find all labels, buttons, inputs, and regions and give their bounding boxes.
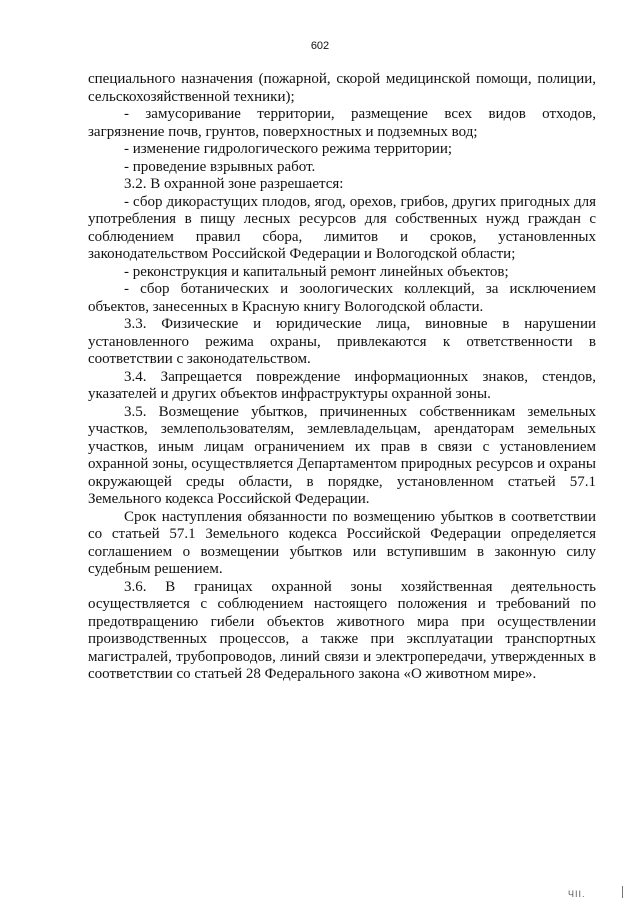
paragraph-reconstruction-allowed: - реконструкция и капитальный ремонт линейных объектов; bbox=[124, 263, 509, 280]
paragraph-3-4-signs-damage: 3.4. Запрещается повреждение информационных знаков, стендов, указателей и других объектов инфраструктуры охранной зоны. bbox=[88, 368, 596, 402]
paragraph-3-5-compensation: 3.5. Возмещение убытков, причиненных собственникам земельных участков, землепользователям, землевладельцам, арендаторам земельных участков, иным лицам ограничением их прав в связи с установлением охранной зоны, осуществляется Департаментом природных ресурсов и охраны окружающей среды области, в порядке, установленном статьей 57.1 Земельного кодекса Российской Федерации. bbox=[88, 403, 596, 507]
page-number: 602 bbox=[310, 40, 330, 52]
footer-scan-mark: ЧII. bbox=[568, 889, 586, 899]
paragraph-gathering-allowed: - сбор дикорастущих плодов, ягод, орехов, грибов, других пригодных для употребления в пищу лесных ресурсов для собственных нужд граждан с соблюдением правил сбора, лимитов и сроков, установленных законодательством Российской Федерации и Вологодской области; bbox=[88, 193, 596, 262]
paragraph-3-6-economic-activity: 3.6. В границах охранной зоны хозяйственная деятельность осуществляется с соблюдением настоящего положения и требований по предотвращению гибели объектов животного мира при осуществлении производственных процессов, а также при эксплуатации транспортных магистралей, трубопроводов, линий связи и электропередачи, утвержденных в соответствии со статьей 28 Федерального закона «О животном мире». bbox=[88, 578, 596, 682]
paragraph-hydrology-ban: - изменение гидрологического режима территории; bbox=[124, 141, 453, 157]
paragraph-3-2-heading: 3.2. В охранной зоне разрешается: bbox=[124, 176, 344, 192]
paragraph-littering-ban: - замусоривание территории, размещение всех видов отходов, загрязнение почв, грунтов, поверхностных и подземных вод; bbox=[88, 106, 596, 140]
paragraph-blasting-ban: - проведение взрывных работ. bbox=[124, 158, 316, 175]
footer-tick-mark bbox=[622, 886, 623, 898]
document-body bbox=[88, 71, 596, 684]
paragraph-collections-allowed: - сбор ботанических и зоологических коллекций, за исключением объектов, занесенных в Красную книгу Вологодской области. bbox=[88, 281, 596, 315]
paragraph-compensation-deadline: Срок наступления обязанности по возмещению убытков в соответствии со статьей 57.1 Земельного кодекса Российской Федерации определяется соглашением о возмещении убытков или вступившим в законную силу судебным решением. bbox=[88, 508, 596, 577]
paragraph-special-purpose-vehicles: специального назначения (пожарной, скорой медицинской помощи, полиции, сельскохозяйственной техники); bbox=[88, 71, 596, 105]
paragraph-3-3-liability: 3.3. Физические и юридические лица, виновные в нарушении установленного режима охраны, привлекаются к ответственности в соответствии с законодательством. bbox=[88, 316, 596, 367]
